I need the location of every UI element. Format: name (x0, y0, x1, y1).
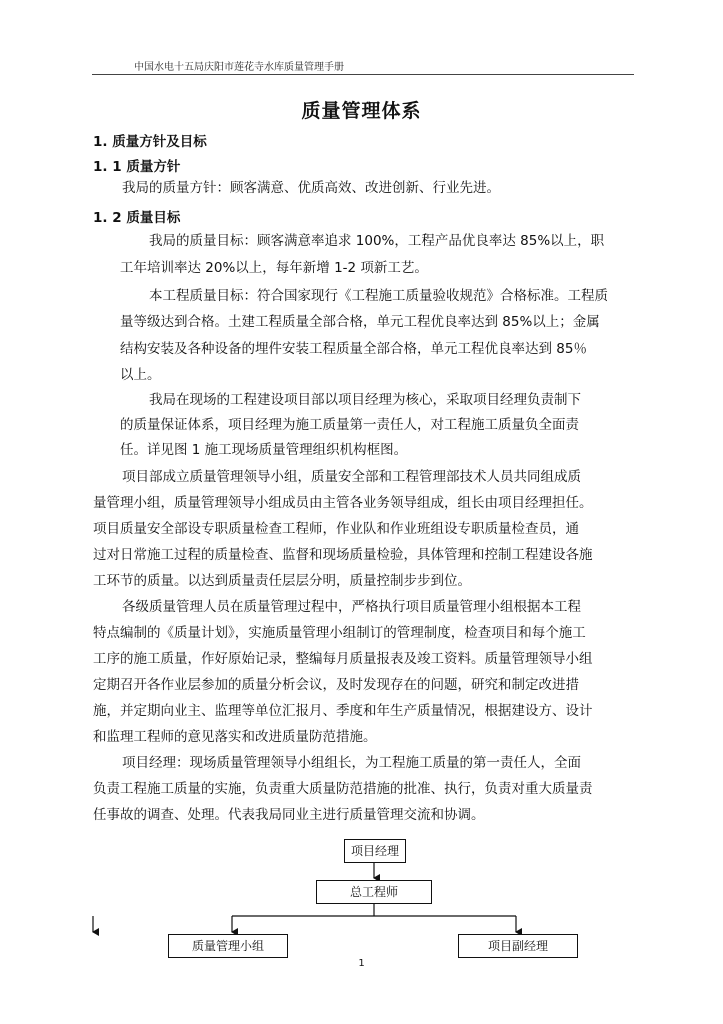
org-box-deputy-manager: 项目副经理 (458, 934, 578, 958)
running-header: 中国水电十五局庆阳市莲花寺水库质量管理手册 (134, 62, 344, 73)
org-box-chief-engineer: 总工程师 (316, 880, 432, 904)
org-box-project-manager: 项目经理 (344, 839, 406, 863)
org-paragraph-line: 工环节的质量。以达到质量责任层层分明，质量控制步步到位。 (93, 573, 471, 589)
section-heading-1-1: 1. 1 质量方针 (93, 159, 181, 175)
goal-paragraph-line: 以上。 (120, 367, 161, 383)
org-paragraph-line: 负责工程施工质量的实施，负责重大质量防范措施的批准、执行，负责对重大质量责 (93, 781, 593, 797)
page-title: 质量管理体系 (301, 100, 422, 122)
org-paragraph-line: 施，并定期向业主、监理等单位汇报月、季度和年生产质量情况，根据建设方、设计 (93, 703, 593, 719)
org-paragraph-line: 工序的施工质量，作好原始记录，整编每月质量报表及竣工资料。质量管理领导小组 (93, 651, 593, 667)
goal-paragraph-line: 工年培训率达 20%以上，每年新增 1-2 项新工艺。 (120, 260, 428, 276)
org-paragraph-line: 和监理工程师的意见落实和改进质量防范措施。 (93, 729, 377, 745)
org-paragraph-line: 各级质量管理人员在质量管理过程中，严格执行项目质量管理小组根据本工程 (122, 599, 581, 615)
org-paragraph-line: 项目质量安全部设专职质量检查工程师，作业队和作业班组设专职质量检查员，通 (93, 521, 579, 537)
goal-paragraph-line: 我局的质量目标：顾客满意率追求 100%，工程产品优良率达 85%以上，职 (149, 233, 605, 249)
policy-paragraph: 我局的质量方针：顾客满意、优质高效、改进创新、行业先进。 (122, 180, 500, 196)
page-number: 1 (358, 958, 365, 969)
org-paragraph-line: 特点编制的《质量计划》，实施质量管理小组制订的管理制度，检查项目和每个施工 (93, 625, 586, 641)
org-paragraph-line: 任事故的调查、处理。代表我局同业主进行质量管理交流和协调。 (93, 807, 485, 823)
org-box-quality-group: 质量管理小组 (168, 934, 288, 958)
section-heading-1-2: 1. 2 质量目标 (93, 210, 181, 226)
goal-paragraph-line: 我局在现场的工程建设项目部以项目经理为核心，采取项目经理负责制下 (149, 392, 581, 408)
goal-paragraph-line: 量等级达到合格。土建工程质量全部合格，单元工程优良率达到 85%以上；金属 (120, 314, 600, 330)
org-paragraph-line: 量管理小组，质量管理领导小组成员由主管各业务领导组成，组长由项目经理担任。 (93, 495, 593, 511)
goal-paragraph-line: 的质量保证体系，项目经理为施工质量第一责任人，对工程施工质量负全面责 (120, 417, 579, 433)
org-paragraph-line: 过对日常施工过程的质量检查、监督和现场质量检验，具体管理和控制工程建设各施 (93, 547, 593, 563)
section-heading-1: 1. 质量方针及目标 (93, 134, 207, 150)
goal-paragraph-line: 任。详见图 1 施工现场质量管理组织机构框图。 (120, 442, 408, 458)
goal-paragraph-line: 结构安装及各种设备的埋件安装工程质量全部合格，单元工程优良率达到 85％ (120, 341, 587, 357)
goal-paragraph-line: 本工程质量目标：符合国家现行《工程施工质量验收规范》合格标准。工程质 (149, 288, 608, 304)
org-paragraph-line: 定期召开各作业层参加的质量分析会议，及时发现存在的问题，研究和制定改进措 (93, 677, 579, 693)
org-paragraph-line: 项目经理：现场质量管理领导小组组长，为工程施工质量的第一责任人，全面 (122, 755, 581, 771)
org-paragraph-line: 项目部成立质量管理领导小组，质量安全部和工程管理部技术人员共同组成质 (122, 469, 581, 485)
